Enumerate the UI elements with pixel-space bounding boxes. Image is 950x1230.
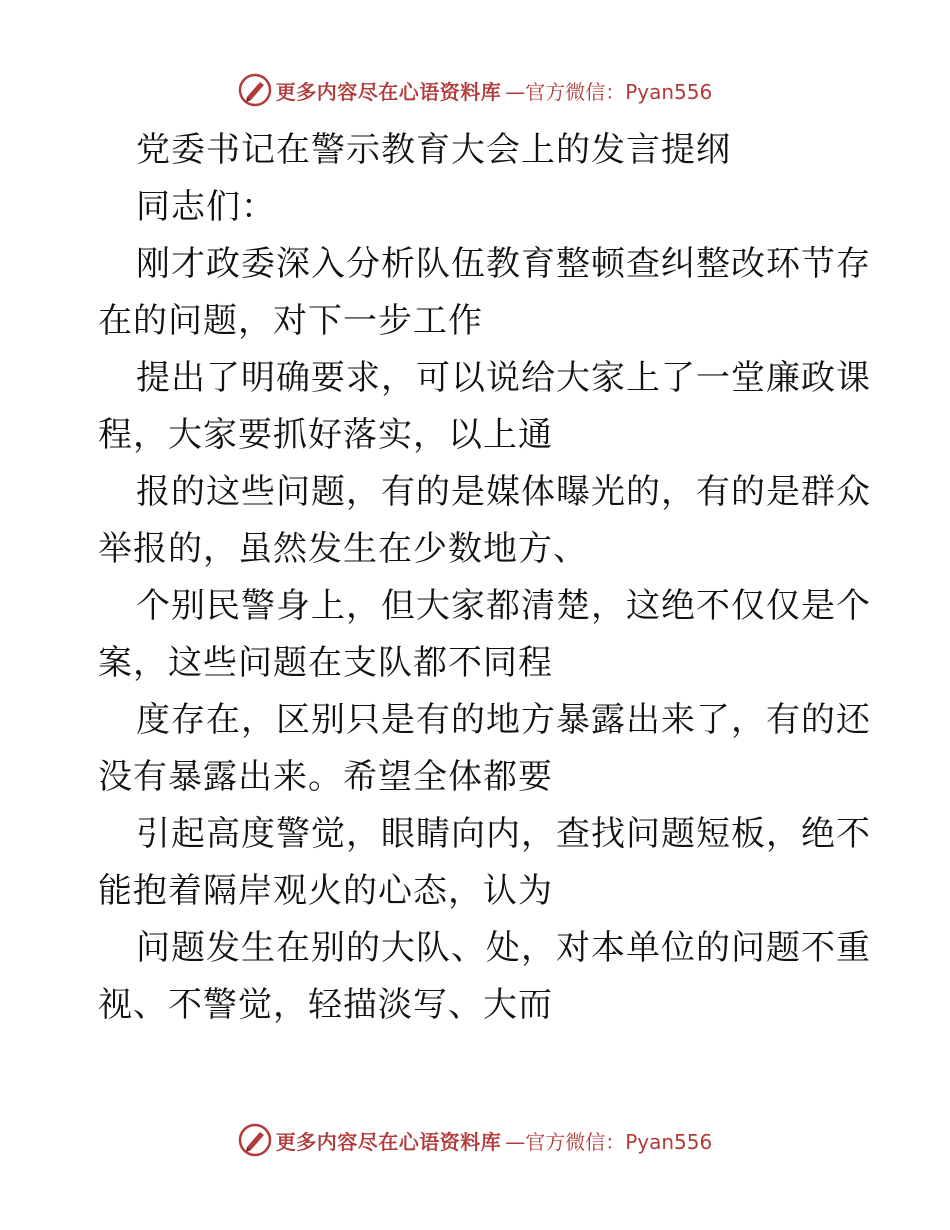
- header-source-text: 更多内容尽在心语资料库: [275, 79, 502, 104]
- text-line: 度存在，区别只是有的地方暴露出来了，有的还: [136, 700, 871, 740]
- header-banner: [0, 72, 950, 108]
- footer-wechat-text: —官方微信：Pyan556: [505, 1129, 713, 1154]
- footer-source-text: 更多内容尽在心语资料库: [275, 1129, 502, 1154]
- text-line: 在的问题，对下一步工作: [98, 301, 483, 341]
- document-title: 党委书记在警示教育大会上的发言提纲: [136, 130, 731, 170]
- text-line: 案，这些问题在支队都不同程: [98, 643, 553, 683]
- text-line: 问题发生在别的大队、处，对本单位的问题不重: [136, 928, 871, 968]
- text-line: 报的这些问题，有的是媒体曝光的，有的是群众: [136, 472, 871, 512]
- header-wechat-text: —官方微信：Pyan556: [505, 79, 713, 104]
- text-line: 程，大家要抓好落实，以上通: [98, 415, 553, 455]
- footer-banner: [0, 1122, 950, 1158]
- text-line: 引起高度警觉，眼睛向内，查找问题短板，绝不: [136, 814, 871, 854]
- text-line: 刚才政委深入分析队伍教育整顿查纠整改环节存: [136, 244, 871, 284]
- pen-circle-logo-icon: [238, 1123, 272, 1157]
- text-line: 没有暴露出来。希望全体都要: [98, 757, 553, 797]
- text-line: 视、不警觉，轻描淡写、大而: [98, 985, 553, 1025]
- pen-circle-logo-icon: [238, 73, 272, 107]
- text-line: 个别民警身上，但大家都清楚，这绝不仅仅是个: [136, 586, 871, 626]
- text-line: 提出了明确要求，可以说给大家上了一堂廉政课: [136, 358, 871, 398]
- text-line: 同志们：: [136, 187, 276, 227]
- text-line: 举报的，虽然发生在少数地方、: [98, 529, 588, 569]
- text-line: 能抱着隔岸观火的心态，认为: [98, 871, 553, 911]
- document-body: [98, 122, 871, 1034]
